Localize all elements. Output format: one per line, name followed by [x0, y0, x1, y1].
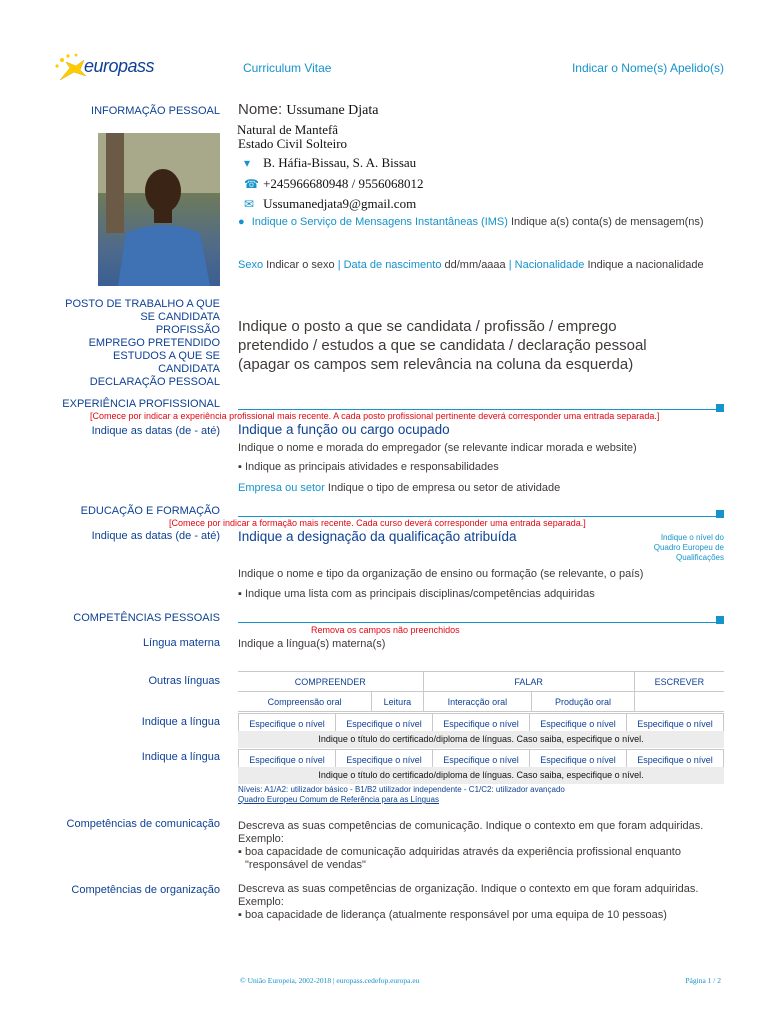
bullet-text: ▪ boa capacidade de comunicação adquiridas através da experiência profissional enquanto	[238, 846, 681, 858]
bullet-text: ▪ boa capacidade de liderança (atualmente responsável por uma equipa de 10 pessoas)	[238, 909, 667, 921]
sub-interaction: Interacção oral	[423, 692, 532, 712]
header-speaking: FALAR	[423, 672, 634, 692]
sub-listening: Compreensão oral	[238, 692, 372, 712]
sub-production: Produção oral	[532, 692, 634, 712]
level-cell: Especifique o nível	[433, 714, 530, 734]
details-row	[238, 259, 704, 271]
sex-value: Indicar o sexo	[266, 259, 335, 271]
phone-row	[244, 176, 424, 192]
divider	[238, 409, 716, 410]
section-education: EDUCAÇÃO E FORMAÇÃO	[80, 505, 220, 517]
experience-employer: Indique o nome e morada do empregador (se relevante indicar morada e website)	[238, 442, 637, 454]
logo-text: europass	[84, 56, 155, 76]
experience-activities	[238, 461, 499, 474]
eqf-line: Indique o nível do	[660, 533, 724, 542]
level-cell: Especifique o nível	[336, 750, 433, 770]
job-line: SE CANDIDATA	[140, 311, 220, 323]
education-title: Indique a designação da qualificação atribuída	[238, 529, 517, 544]
email-icon: ✉	[244, 197, 255, 211]
header-understanding: COMPREENDER	[238, 672, 423, 692]
level-cell: Especifique o nível	[530, 750, 627, 770]
job-line: ESTUDOS A QUE SE	[113, 350, 220, 362]
example-label: Exemplo:	[238, 896, 284, 908]
job-line: CANDIDATA	[158, 363, 220, 375]
sub-reading: Leitura	[372, 692, 423, 712]
experience-note: [Comece por indicar a experiência profissional mais recente. A cada posto profissional pertinente deverá corresponder uma entrada separada.]	[90, 411, 660, 421]
divider	[238, 516, 716, 517]
birth-label: Data de nascimento	[343, 259, 442, 271]
section-marker	[716, 616, 724, 624]
education-note: [Comece por indicar a formação mais recente. Cada curso deverá corresponder uma entrada separada.]	[169, 518, 586, 528]
certificate-row-2: Indique o título do certificado/diploma de línguas. Caso saiba, especifique o nível.	[238, 767, 724, 784]
job-line: EMPREGO PRETENDIDO	[88, 337, 220, 349]
divider	[238, 622, 716, 623]
section-job-applied	[65, 298, 220, 389]
organisation-text: Descreva as suas competências de organização. Indique o contexto em que foram adquiridas.	[238, 883, 699, 895]
phone-icon: ☎	[244, 177, 259, 191]
separator: |	[337, 259, 341, 271]
mother-tongue-value: Indique a língua(s) materna(s)	[238, 638, 386, 650]
birth-value: dd/mm/aaaa	[444, 259, 506, 271]
ims-label: Indique o Serviço de Mensagens Instantâneas (IMS)	[251, 216, 508, 228]
europass-logo	[52, 50, 162, 84]
section-skills: COMPETÊNCIAS PESSOAIS	[73, 612, 220, 624]
experience-sector	[238, 482, 560, 495]
level-cell: Especifique o nível	[530, 714, 627, 734]
nationality-label: Nacionalidade	[514, 259, 585, 271]
separator: |	[508, 259, 512, 271]
level-cell: Especifique o nível	[627, 750, 724, 770]
eqf-level	[654, 533, 724, 563]
address-row	[244, 155, 416, 171]
communication-block	[238, 820, 718, 872]
bullet-continuation: "responsável de vendas"	[245, 859, 366, 871]
level-cell: Especifique o nível	[239, 750, 336, 770]
profile-photo	[98, 133, 220, 286]
other-languages-label: Outras línguas	[148, 675, 220, 687]
communication-label: Competências de comunicação	[66, 818, 220, 830]
education-dates: Indique as datas (de - até)	[91, 530, 220, 542]
certificate-row-1: Indique o título do certificado/diploma de línguas. Caso saiba, especifique o nível.	[238, 731, 724, 748]
email-row	[244, 196, 416, 212]
level-cell: Especifique o nível	[336, 714, 433, 734]
experience-title: Indique a função ou cargo ocupado	[238, 422, 450, 437]
name-label: Nome:	[238, 101, 283, 118]
nationality-value: Indique a nacionalidade	[587, 259, 704, 271]
section-marker	[716, 510, 724, 518]
activities-text: ▪ Indique as principais atividades e responsabilidades	[238, 461, 499, 473]
experience-dates: Indique as datas (de - até)	[91, 425, 220, 437]
communication-text: Descreva as suas competências de comunicação. Indique o contexto em que foram adquiridas.	[238, 820, 704, 832]
subjects-text: ▪ Indique uma lista com as principais disciplinas/competências adquiridas	[238, 588, 595, 600]
organisation-bullet	[238, 909, 718, 922]
level-cell: Especifique o nível	[239, 714, 336, 734]
name-placeholder: Indicar o Nome(s) Apelido(s)	[571, 61, 724, 75]
eqf-line: Qualificações	[675, 553, 724, 562]
level-cell: Especifique o nível	[433, 750, 530, 770]
example-label: Exemplo:	[238, 833, 284, 845]
doc-title: Curriculum Vitae	[243, 61, 332, 75]
email-text[interactable]: Ussumanedjata9@gmail.com	[263, 196, 417, 211]
natural-text: Natural de Mantefâ	[237, 122, 339, 137]
organisation-label: Competências de organização	[71, 884, 220, 896]
name-value: Ussumane Djata	[286, 103, 379, 118]
job-line: POSTO DE TRABALHO A QUE	[65, 298, 220, 310]
education-org: Indique o nome e tipo da organização de ensino ou formação (se relevante, o país)	[238, 568, 644, 580]
section-experience: EXPERIÊNCIA PROFISSIONAL	[62, 398, 220, 410]
job-line: DECLARAÇÃO PESSOAL	[89, 376, 220, 388]
chat-icon: ●	[238, 216, 245, 228]
location-icon: ▾	[244, 156, 251, 170]
language-label-2: Indique a língua	[141, 751, 220, 763]
sub-writing-empty	[634, 692, 724, 712]
sector-label: Empresa ou setor	[238, 482, 325, 494]
section-personal: INFORMAÇÃO PESSOAL	[91, 105, 220, 117]
ims-value: Indique a(s) conta(s) de mensagem(ns)	[510, 216, 704, 228]
footer-page: Página 1 / 2	[685, 976, 721, 985]
organisation-block	[238, 883, 718, 922]
ims-row	[238, 216, 704, 228]
header-writing: ESCREVER	[634, 672, 724, 692]
phone-text: +245966680948 / 9556068012	[263, 176, 424, 191]
eqf-line: Quadro Europeu de	[653, 543, 724, 552]
skills-note: Remova os campos não preenchidos	[311, 625, 460, 635]
sector-value: Indique o tipo de empresa ou setor de atividade	[327, 482, 561, 494]
language-label-1: Indique a língua	[141, 716, 220, 728]
address-text: B. Háfia-Bissau, S. A. Bissau	[263, 155, 417, 170]
name-line	[238, 101, 379, 119]
civil-text: Estado Civil Solteiro	[238, 136, 348, 151]
job-text: Indique o posto a que se candidata / profissão / emprego pretendido / estudos a que se candidata / declaração pessoal (apagar os campos sem relevância na coluna da esquerda)	[238, 318, 647, 373]
section-marker	[716, 404, 724, 412]
footer-copyright: © União Europeia, 2002-2018 | europass.cedefop.europa.eu	[240, 976, 420, 985]
job-line: PROFISSÃO	[155, 324, 220, 336]
cefr-link[interactable]: Quadro Europeu Comum de Referência para as Línguas	[238, 795, 440, 804]
languages-table	[238, 671, 724, 712]
education-subjects	[238, 588, 595, 601]
communication-bullet	[238, 846, 718, 859]
level-cell: Especifique o nível	[627, 714, 724, 734]
mother-tongue-label: Língua materna	[142, 637, 220, 649]
sex-label: Sexo	[238, 259, 264, 271]
levels-note: Níveis: A1/A2: utilizador básico - B1/B2 utilizador independente - C1/C2: utilizador avançado	[238, 785, 565, 794]
